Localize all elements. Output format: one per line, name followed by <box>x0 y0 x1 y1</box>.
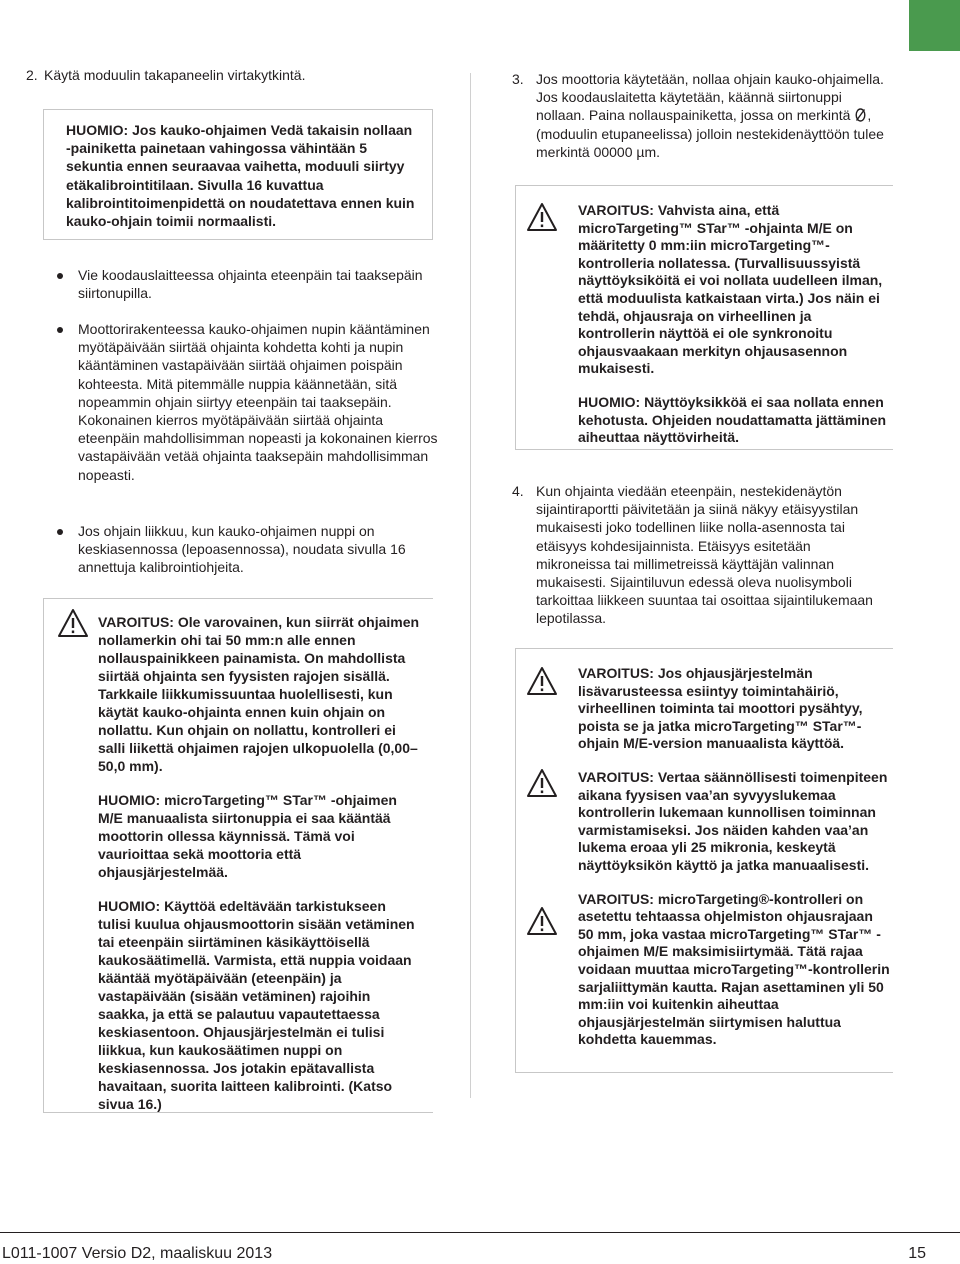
corner-tab <box>909 0 960 51</box>
footer-rule <box>0 1232 960 1233</box>
warning-icon <box>526 202 558 232</box>
bullet-dot <box>57 327 63 333</box>
bullet-dot <box>57 273 63 279</box>
note-pre-use-check: HUOMIO: Käyttöä edeltävään tarkistukseen tulisi kuulua ohjausmoottorin sisään vetäminen tai eteenpäin siirtäminen käsikäyttöisellä kaukosäätimellä. Varmista, että nuppia voidaan kääntää myötäpäivään (eteenpäin) ja vastapäivään (sisään vetäminen) rajoihin saakka, ja että se palautuu vapautettaessa keskiasentoon. Ohjausjärjestelmän ei tulisi liikkua, kun kaukosäätimen nuppi on keskiasennossa. Jos jotakin epätavallista havaitaan, suorita laitteen kalibrointi. (Katso sivua 16.) <box>98 898 415 1112</box>
step-2-text: Käytä moduulin takapaneelin virtakytkintä. <box>44 67 306 83</box>
note-box-remote-calibration <box>43 109 433 240</box>
column-divider <box>470 73 471 1098</box>
warning-travel-limit: VAROITUS: microTargeting®-kontrolleri on asetettu tehtaassa ohjelmiston ohjausrajaan 50 mm, joka vastaa microTargeting™ STar™ -ohjaimen M/E maksimisiirtymää. Tätä rajaa voidaan muuttaa microTargeting™-kontrollerin sarjaliittymän kautta. Rajan asettaminen yli 50 mm:iin voi kuitenkin aiheuttaa ohjausjärjestelmän siirtymisen haluttua kohdetta kauemmas. <box>578 890 890 1048</box>
note-text: HUOMIO: Jos kauko-ohjaimen Vedä takaisin nollaan -painiketta painetaan vahingossa vähintään 5 sekuntia ennen seuraavaa vaihetta, moduuli siirtyy etäkalibrointitilaan. Sivulla 16 kuvattua kalibrointitoimenpidettä on noudatettava ennen kuin kauko-ohjain toimii normaalisti. <box>66 122 415 230</box>
bullet-calibration: Jos ohjain liikkuu, kun kauko-ohjaimen nuppi on keskiasennossa (lepoasennossa), noudata sivulla 16 annettuja kalibrointiohjeita. <box>78 523 406 576</box>
step-3-text <box>536 70 888 161</box>
note-display-reset: HUOMIO: Näyttöyksikköä ei saa nollata ennen kehotusta. Ohjeiden noudattamatta jättäminen aiheuttaa näyttövirheitä. <box>578 393 887 446</box>
warning-malfunction: VAROITUS: Jos ohjausjärjestelmän lisävarusteessa esiintyy toimintahäiriö, virheellinen toiminta tai moottori pysähtyy, poista se ja jatka microTargeting™ STar™-ohjain M/E-version manuaalista käyttöä. <box>578 665 863 752</box>
warning-icon <box>526 906 558 936</box>
warning-icon <box>526 768 558 798</box>
footer-document-id: L011-1007 Versio D2, maaliskuu 2013 <box>2 1245 273 1262</box>
step-4-number: 4. <box>512 483 524 499</box>
bullet-dot <box>57 529 63 535</box>
step-3-text-a: Jos moottoria käytetään, nollaa ohjain kauko-ohjaimella. Jos koodauslaitetta käytetään, käännä siirtonuppi nollaan. Paina nollauspainiketta, jossa on merkintä <box>536 71 884 124</box>
step-3-number: 3. <box>512 71 524 87</box>
page-number: 15 <box>908 1245 926 1262</box>
step-2-number: 2. <box>26 67 38 83</box>
bullet-motor: Moottorirakenteessa kauko-ohjaimen nupin kääntäminen myötäpäivään siirtää ohjainta kohdetta kohti ja nupin kääntäminen vastapäivään siirtää ohjaimen poispäin kohteesta. Mitä pitemmälle nuppia käännetään, sitä nopeammin ohjain siirtyy eteenpäin tai taaksepäin. Kokonainen kierros myötäpäivään siirtää ohjainta eteenpäin mahdollisimman nopeasti ja kokonainen kierros vastapäivään vetää ohjainta taaksepäin mahdollisimman nopeasti. <box>78 321 438 483</box>
warning-icon <box>57 608 89 638</box>
warning-zero-confirm: VAROITUS: Vahvista aina, että microTargeting™ STar™ -ohjainta M/E on määritetty 0 mm:iin microTargeting™-kontrolleria nollatessa. (Turvallisuussyistä näyttöyksiköitä ei voi nollata uudelleen ilman, että moduulista katkaistaan virta.) Jos näin ei tehdä, ohjausraja on virheellinen ja kontrollerin näyttöä ei ole synkronoitu ohjausvaakaan merkityn ohjausasennon mukaisesti. <box>578 202 883 377</box>
warning-box-right-2 <box>515 648 893 1073</box>
zero-reset-icon <box>855 108 866 122</box>
warning-zero-mark: VAROITUS: Ole varovainen, kun siirrät ohjaimen nollamerkin ohi tai 50 mm:n alle ennen nollauspainikkeen painamista. On mahdollista siirtää ohjainta sen fyysisten rajojen sisällä. Tarkkaile liikkumissuuntaa huolellisesti, kun käytät kauko-ohjainta ennen kuin ohjain on nollattu. Kun ohjain on nollattu, kontrolleri ei salli liikettä ohjaimen rajojen ulkopuolella (0,00–50,0 mm). <box>98 614 420 774</box>
warning-box-right-1 <box>515 185 893 450</box>
note-manual-knob: HUOMIO: microTargeting™ STar™ -ohjaimen M/E manuaalista siirtonuppia ei saa kääntää moottorin ollessa käynnissä. Tämä voi vaurioittaa sekä moottoria että ohjausjärjestelmää. <box>98 792 397 880</box>
step-4-text: Kun ohjainta viedään eteenpäin, nestekidenäytön sijaintiraportti päivitetään ja siinä näkyy etäisyystilan mukaisesti joko todellinen liike nolla-asennosta tai etäisyys kohdesijainnista. Etäisyys esitetään mikroneissa tai millimetreissä käyttäjän valinnan mukaisesti. Sijaintiluvun edessä oleva nuolisymboli tarkoittaa liikkeen suuntaa tai osoittaa sijaintilukemaan lepotilassa. <box>536 483 873 627</box>
warning-compare-scales: VAROITUS: Vertaa säännöllisesti toimenpiteen aikana fyysisen vaa’an syvyyslukemaa kontrollerin lukemaan kunnollisen toiminnan varmistamiseksi. Jos näiden kahden vaa’an lukema eroaa yli 25 mikronia, keskeytä näyttöyksikön käyttö ja jatka manuaalisesti. <box>578 768 888 873</box>
step-3-text-b: , (moduulin etupaneelissa) jolloin nestekidenäyttöön tulee merkintä 00000 µm. <box>536 107 884 160</box>
warning-box-left <box>43 598 433 1113</box>
warning-icon <box>526 666 558 696</box>
bullet-encoder: Vie koodauslaitteessa ohjainta eteenpäin tai taaksepäin siirtonupilla. <box>78 267 423 302</box>
